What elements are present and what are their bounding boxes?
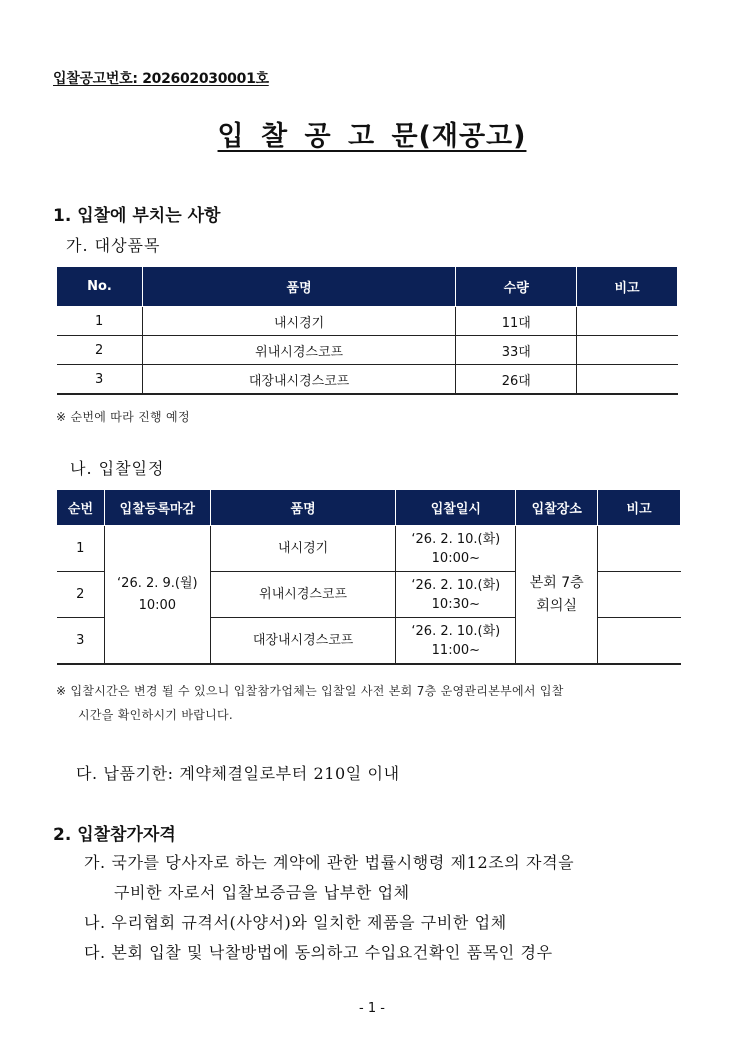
cell-datetime [396,572,516,618]
header-no: No. [57,267,143,307]
deadline-date: ‘26. 2. 9.(월) [117,576,198,591]
note-sequence: ※ 순번에 따라 진행 예정 [56,410,190,424]
place-line1: 본회 7층 [529,574,584,591]
cell-item: 위내시경스코프 [142,336,455,365]
delivery-deadline: 다. 납품기한: 계약체결일로부터 210일 이내 [76,764,400,783]
header-item: 품명 [142,267,455,307]
note-line: ※ 입찰시간은 변경 될 수 있으니 입찰참가업체는 입찰일 사전 본회 7층 운영관리본부에서 입찰 [56,684,564,698]
cell-remark [577,307,678,336]
table-row [57,526,681,572]
bid-time: 10:30~ [431,596,481,612]
schedule-table [56,489,681,665]
header-place: 입찰장소 [516,490,598,526]
header-datetime: 입찰일시 [396,490,516,526]
deadline-time: 10:00 [138,598,177,613]
document-title: 입 찰 공 고 문(재공고) [217,121,527,152]
bid-date: ‘26. 2. 10.(화) [411,623,501,639]
place-line2: 회의실 [536,597,577,614]
bid-time: 11:00~ [431,642,481,658]
cell-remark [577,365,678,395]
cell-seq: 1 [57,526,105,572]
table-row [57,307,678,336]
section2-heading: 2. 입찰참가자격 [53,825,176,845]
header-qty: 수량 [456,267,577,307]
cell-qty: 33대 [456,336,577,365]
qualification-b: 나. 우리협회 규격서(사양서)와 일치한 제품을 구비한 업체 [84,913,507,932]
cell-no: 3 [57,365,143,395]
cell-no: 1 [57,307,143,336]
cell-item: 위내시경스코프 [210,572,396,618]
section1-sub-a: 가. 대상품목 [66,236,161,255]
cell-seq: 3 [57,618,105,665]
cell-datetime [396,618,516,665]
cell-seq: 2 [57,572,105,618]
table-header-row [57,267,678,307]
cell-item: 내시경기 [210,526,396,572]
qualification-c: 다. 본회 입찰 및 낙찰방법에 동의하고 수입요건확인 품목인 경우 [84,943,553,962]
cell-remark [598,618,681,665]
header-remark: 비고 [577,267,678,307]
cell-item: 내시경기 [142,307,455,336]
section1-sub-b: 나. 입찰일정 [70,459,165,478]
notice-number: 입찰공고번호: 202602030001호 [53,71,269,87]
cell-remark [598,526,681,572]
cell-qty: 11대 [456,307,577,336]
cell-remark [577,336,678,365]
qualification-a-line2: 구비한 자로서 입찰보증금을 납부한 업체 [114,883,410,902]
header-remark: 비고 [598,490,681,526]
header-seq: 순번 [57,490,105,526]
items-table [56,266,678,395]
bid-time: 10:00~ [431,550,481,566]
cell-datetime [396,526,516,572]
header-deadline: 입찰등록마감 [104,490,210,526]
cell-qty: 26대 [456,365,577,395]
note-schedule-change [56,682,696,723]
table-row [57,365,678,395]
cell-remark [598,572,681,618]
cell-deadline [104,526,210,665]
cell-item: 대장내시경스코프 [142,365,455,395]
table-row [57,336,678,365]
bid-date: ‘26. 2. 10.(화) [411,531,501,547]
cell-item: 대장내시경스코프 [210,618,396,665]
qualification-a-line1: 가. 국가를 당사자로 하는 계약에 관한 법률시행령 제12조의 자격을 [84,853,575,872]
bid-date: ‘26. 2. 10.(화) [411,577,501,593]
cell-place [516,526,598,665]
page-number: - 1 - [359,1001,385,1016]
cell-no: 2 [57,336,143,365]
table-header-row [57,490,681,526]
section1-heading: 1. 입찰에 부치는 사항 [53,206,221,226]
header-item: 품명 [210,490,396,526]
note-line: 시간을 확인하시기 바랍니다. [78,708,234,722]
